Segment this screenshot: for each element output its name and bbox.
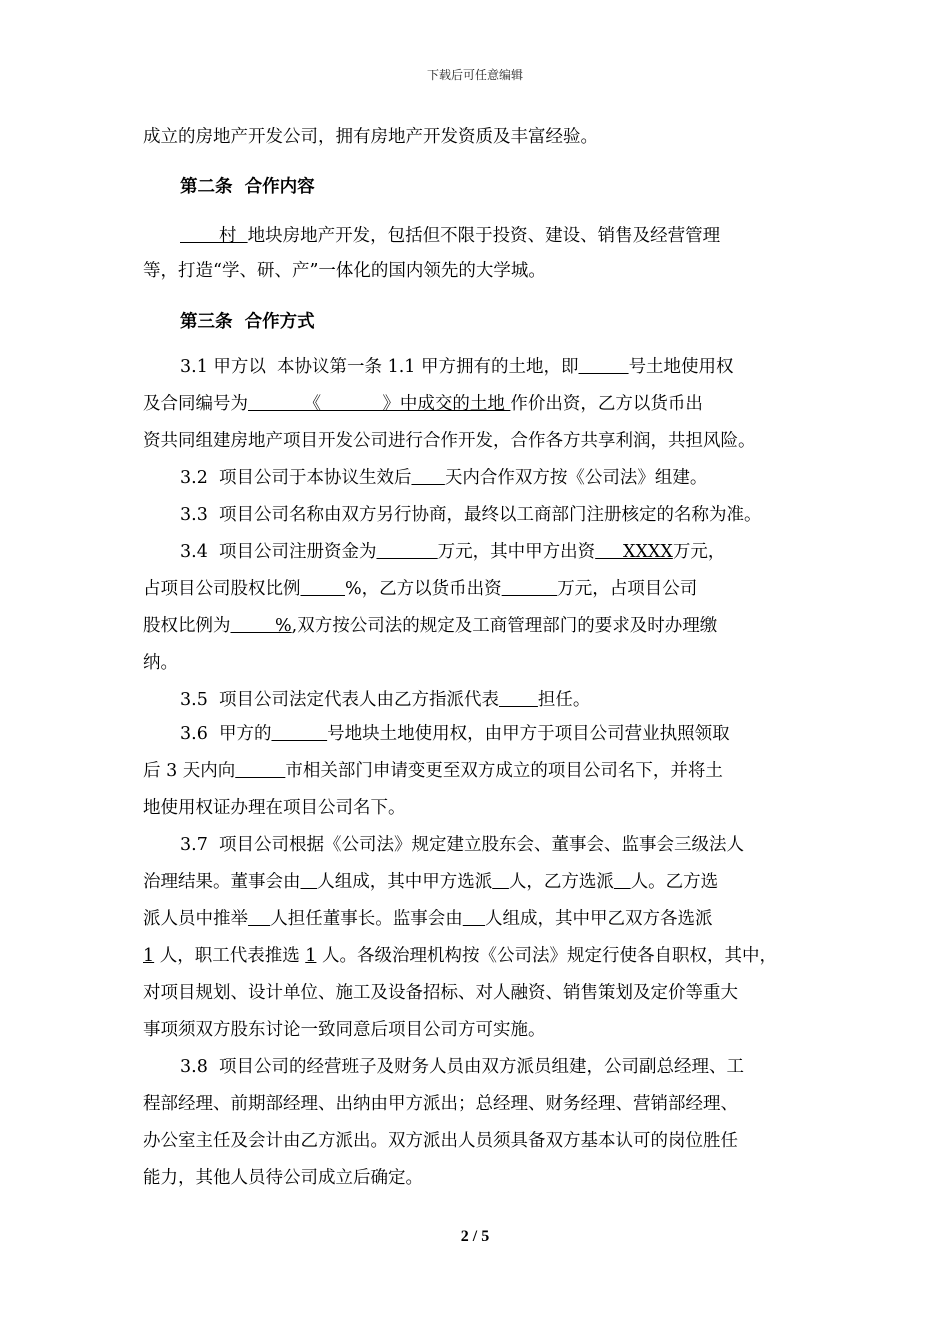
text-segment: 等，打造“学、研、产”一体化的国内领先的大学城。 (143, 261, 546, 281)
text-segment: 资共同组建房地产项目开发公司进行合作开发，合作各方共享利润，共担风险。 (143, 431, 756, 451)
text-segment: 及合同编号为 (143, 394, 248, 414)
text-segment: 能力，其他人员待公司成立后确定。 (143, 1168, 423, 1188)
blank-field (578, 357, 628, 377)
text-segment: 3.8 项目公司的经营班子及财务人员由双方派员组建，公司副总经理、工 (180, 1057, 744, 1077)
text-line (143, 794, 813, 822)
text-segment: 万元，占项目公司 (557, 579, 698, 599)
blank-field: XXXX (595, 542, 673, 562)
blank-field: 《 》中成交的土地 (248, 394, 511, 414)
text-segment: 3.6 甲方的 (180, 724, 272, 744)
text-segment: 地使用权证办理在项目公司名下。 (143, 798, 406, 818)
blank-field (614, 872, 631, 892)
text-segment: 占项目公司股权比例 (143, 579, 301, 599)
text-segment: 号地块土地使用权，由甲方于项目公司营业执照领取 (327, 724, 730, 744)
blank-field (235, 761, 285, 781)
text-segment: 事项须双方股东讨论一致同意后项目公司方可实施。 (143, 1020, 546, 1040)
text-segment: 3.1 甲方以 本协议第一条 1.1 甲方拥有的土地，即 (180, 357, 579, 377)
blank-field (502, 579, 558, 599)
text-line (143, 942, 813, 970)
blank-field: 1 (143, 946, 155, 966)
text-line (180, 464, 850, 492)
current-page: 2 (460, 1228, 469, 1245)
blank-field (463, 909, 485, 929)
text-line (143, 979, 813, 1007)
text-line (143, 427, 813, 455)
blank-field (492, 872, 509, 892)
blank-field (411, 468, 444, 488)
text-segment: 万元，其中甲方出资 (437, 542, 596, 562)
text-segment: 3.3 项目公司名称由双方另行协商，最终以工商部门注册核定的名称为准。 (180, 505, 762, 525)
text-line (143, 1090, 813, 1118)
text-line (180, 353, 850, 381)
blank-field: 1 (305, 946, 317, 966)
blank-field (499, 690, 538, 710)
text-line (180, 538, 850, 566)
text-segment: 办公室主任及会计由乙方派出。双方派出人员须具备双方基本认可的岗位胜任 (143, 1131, 738, 1151)
blank-field (248, 909, 270, 929)
blank-field (376, 542, 437, 562)
text-segment: 派人员中推举 (143, 909, 248, 929)
text-segment: 3.2 项目公司于本协议生效后 (180, 468, 412, 488)
text-line (143, 1016, 813, 1044)
text-line (180, 501, 850, 529)
text-segment: 3.7 项目公司根据《公司法》规定建立股东会、董事会、监事会三级法人 (180, 835, 744, 855)
text-segment: 人组成，其中甲乙双方各选派 (485, 909, 713, 929)
text-segment: 人，乙方选派 (508, 872, 614, 892)
text-segment: 对项目规划、设计单位、施工及设备招标、对人融资、销售策划及定价等重大 (143, 983, 738, 1003)
text-line (143, 868, 813, 896)
blank-field: % (230, 616, 292, 636)
text-line (143, 649, 813, 677)
text-segment: 地块房地产开发，包括但不限于投资、建设、销售及经营管理 (247, 226, 721, 246)
text-segment: 万元， (672, 542, 726, 562)
text-segment: 3.4 项目公司注册资金为 (180, 542, 377, 562)
text-segment: ,双方按公司法的规定及工商管理部门的要求及时办理缴 (291, 616, 718, 636)
total-pages: 5 (481, 1228, 490, 1245)
text-line (180, 686, 850, 714)
text-segment: 3.5 项目公司法定代表人由乙方指派代表 (180, 690, 499, 710)
text-line (143, 1127, 813, 1155)
text-segment: 人组成，其中甲方选派 (317, 872, 493, 892)
text-line (180, 831, 850, 859)
text-line (180, 222, 850, 250)
section-heading (180, 308, 850, 336)
text-segment: 人。各级治理机构按《公司法》规定行使各自职权，其中， (316, 946, 777, 966)
text-segment: 第二条 合作内容 (180, 177, 315, 197)
page-header: 下载后可任意编辑 (426, 68, 523, 82)
blank-field: 村 (180, 226, 248, 246)
text-segment: 担任。 (537, 690, 591, 710)
text-segment: 市相关部门申请变更至双方成立的项目公司名下，并将土 (285, 761, 723, 781)
text-line (143, 905, 813, 933)
text-line (143, 390, 813, 418)
section-heading (180, 173, 850, 201)
text-segment: 人。乙方选 (630, 872, 719, 892)
blank-field (301, 872, 318, 892)
text-line (143, 575, 813, 603)
text-line (143, 612, 813, 640)
blank-field (301, 579, 346, 599)
text-segment: 第三条 合作方式 (180, 312, 315, 332)
text-segment: %，乙方以货币出资 (345, 579, 502, 599)
text-segment: 股权比例为 (143, 616, 231, 636)
text-line (143, 1164, 813, 1192)
text-segment: 人，职工代表推选 (154, 946, 306, 966)
text-segment: 天内合作双方按《公司法》组建。 (444, 468, 708, 488)
text-line (180, 720, 850, 748)
text-line (143, 257, 813, 285)
text-segment: 后 3 天内向 (143, 761, 236, 781)
text-segment: 人担任董事长。监事会由 (270, 909, 463, 929)
text-segment: 程部经理、前期部经理、出纳由甲方派出；总经理、财务经理、营销部经理、 (143, 1094, 738, 1114)
text-line (143, 123, 813, 151)
text-segment: 号土地使用权 (628, 357, 734, 377)
page-separator: / (468, 1228, 482, 1245)
text-segment: 作价出资，乙方以货币出 (510, 394, 703, 414)
text-line (143, 757, 813, 785)
blank-field (271, 724, 327, 744)
text-segment: 治理结果。董事会由 (143, 872, 301, 892)
page-number (0, 1228, 950, 1246)
text-segment: 纳。 (143, 653, 178, 673)
text-segment: 成立的房地产开发公司，拥有房地产开发资质及丰富经验。 (143, 127, 598, 147)
text-line (180, 1053, 850, 1081)
